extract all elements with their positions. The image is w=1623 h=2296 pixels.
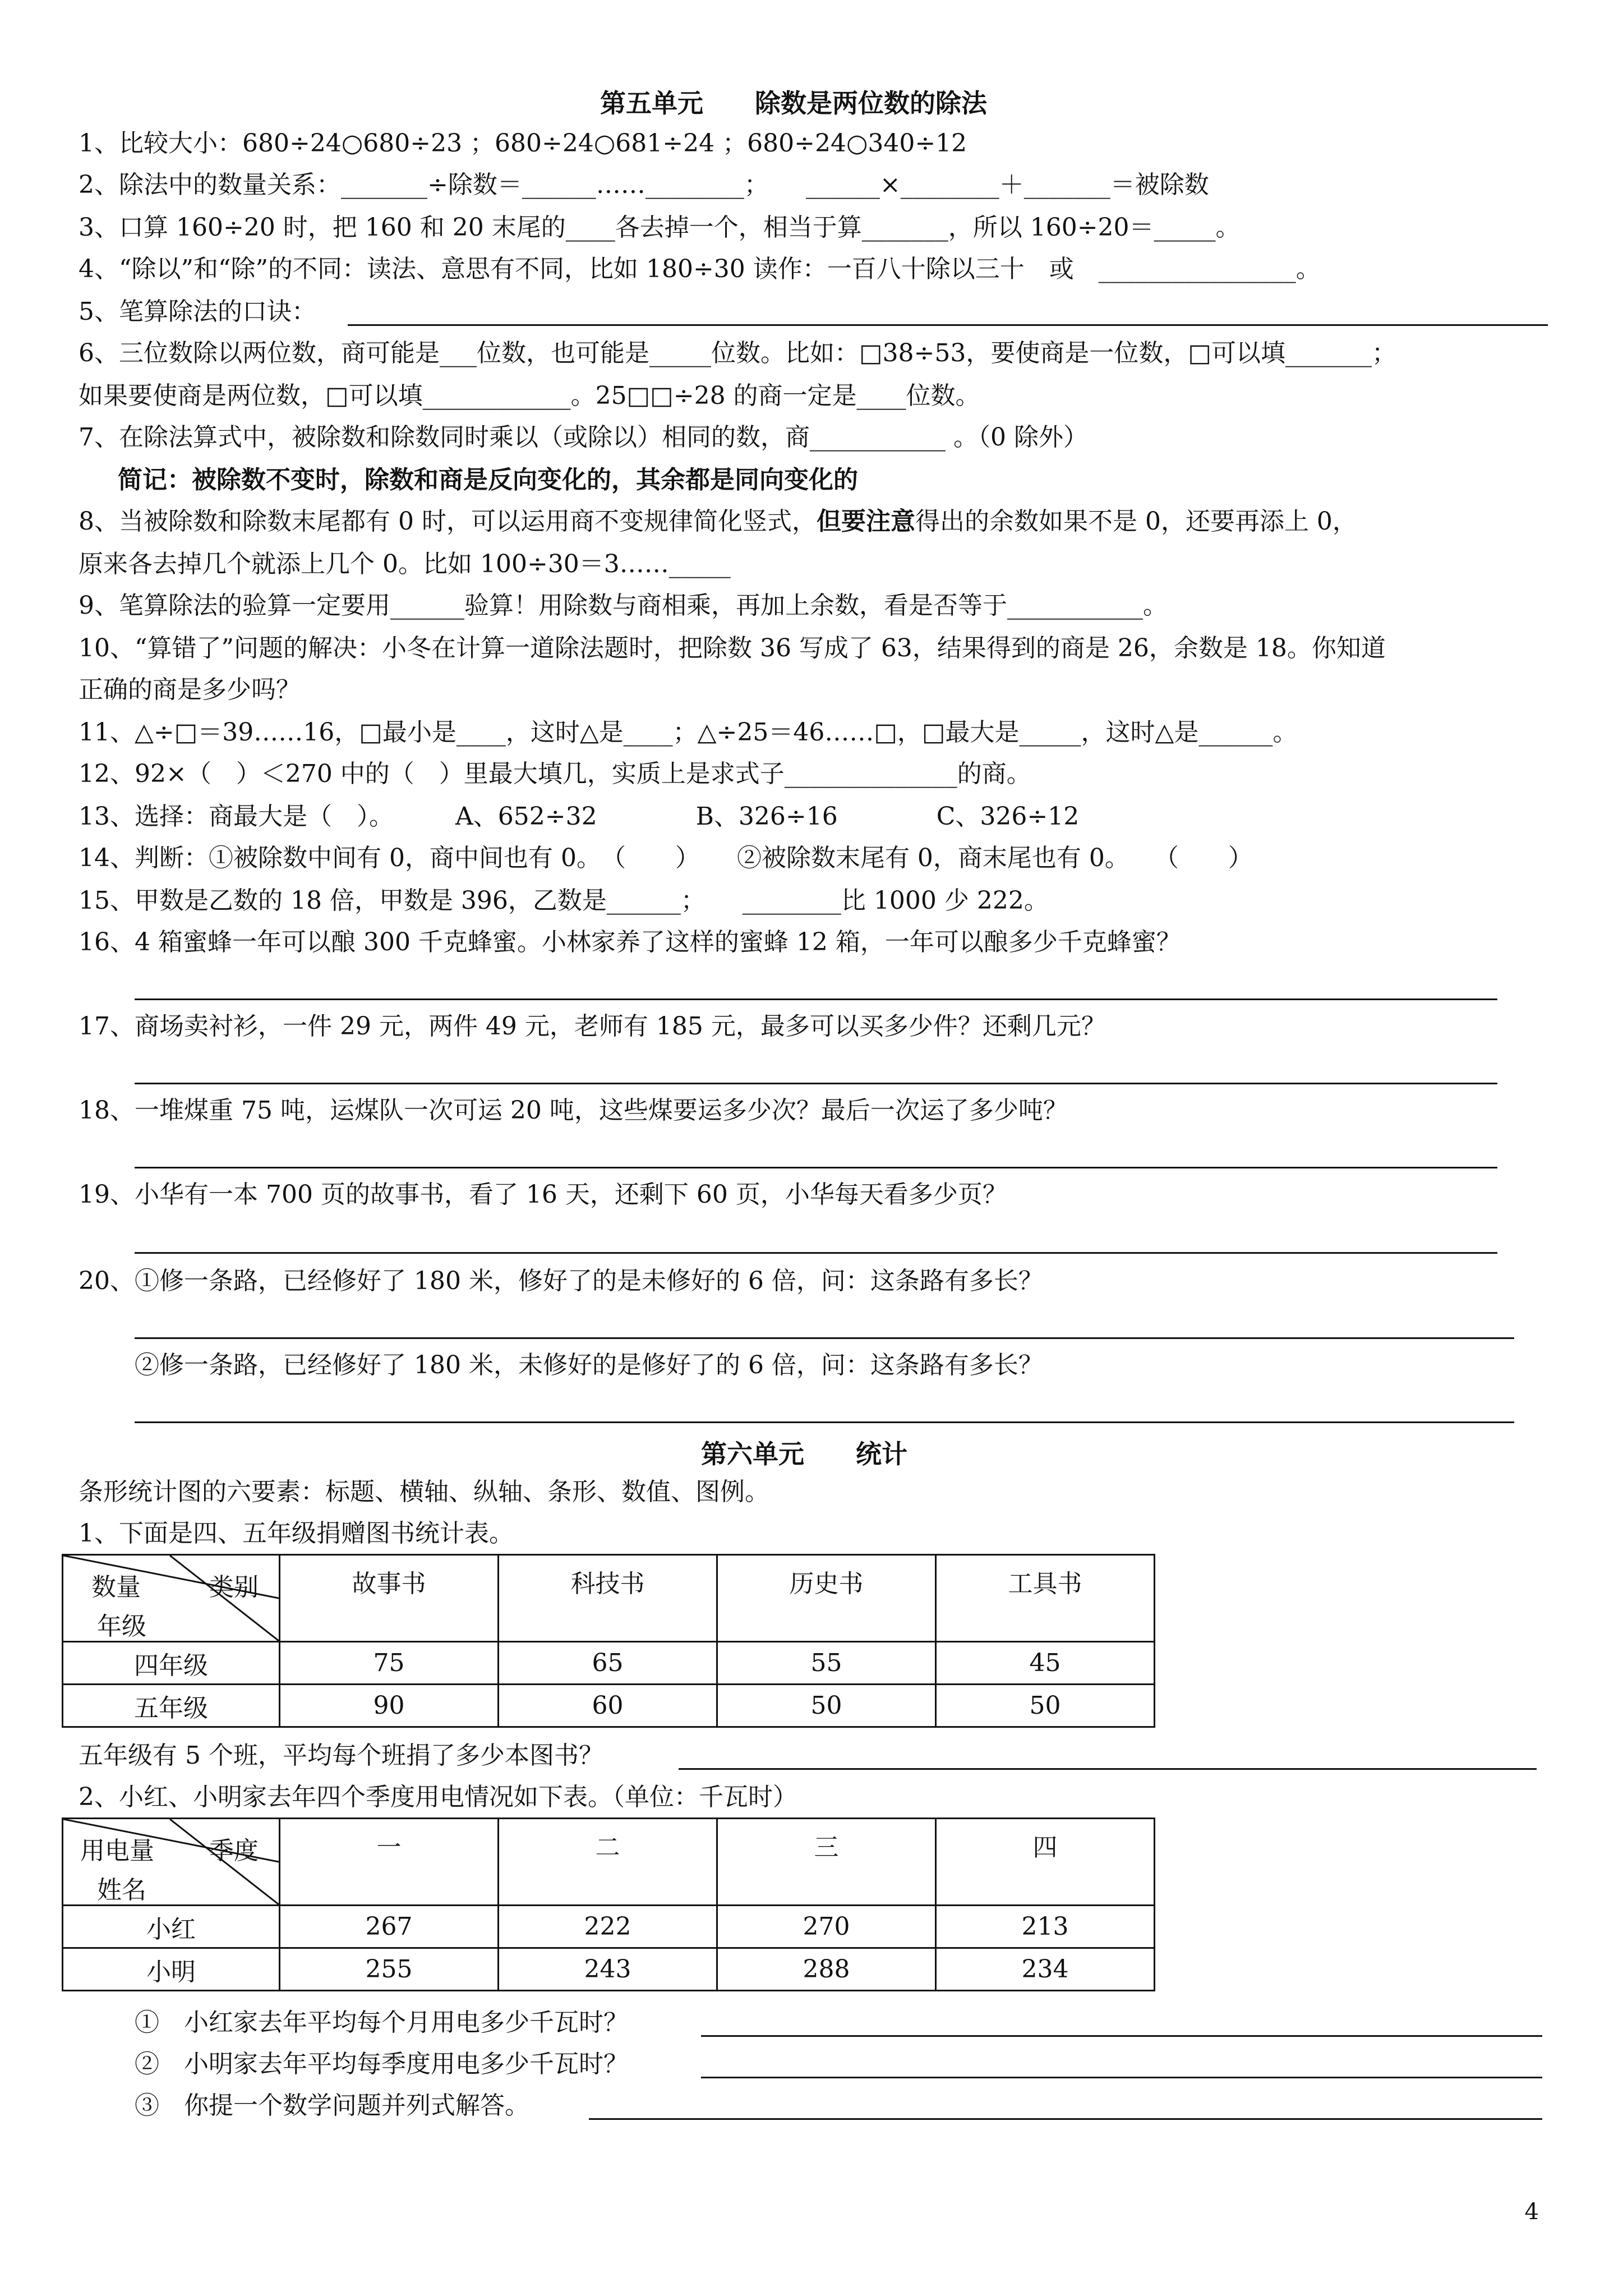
question-17: 17、商场卖衬衫，一件 29 元，两件 49 元，老师有 185 元，最多可以买多少件？还剩几元？ [79, 1012, 1106, 1041]
table2-header-quarter: 季度 [209, 1837, 259, 1865]
table2-cell: 213 [936, 1906, 1155, 1948]
answer-line-q19 [135, 1252, 1497, 1254]
table1-cell: 65 [499, 1642, 717, 1685]
table1-col-header: 故事书 [280, 1555, 499, 1642]
question-4: 4、“除以”和“除”的不同：读法、意思有不同，比如 180÷30 读作：一百八十除以三十 或 ________________。 [79, 255, 1321, 283]
table-row [63, 1642, 1155, 1685]
table2-question-1: ① 小红家去年平均每个月用电多少千瓦时？ [135, 2008, 628, 2037]
table1-header-category: 类别 [209, 1573, 259, 1602]
table-electricity-usage [62, 1818, 1155, 1991]
table1-col-header: 历史书 [717, 1555, 936, 1642]
table2-cell: 267 [280, 1906, 499, 1948]
table2-col-header: 二 [499, 1819, 717, 1906]
table1-cell: 50 [717, 1685, 936, 1727]
answer-line-q5 [348, 324, 1548, 326]
table1-cell: 90 [280, 1685, 499, 1727]
question-2: 2、除法中的数量关系：_______÷除数＝______……________； ______×________＋_______＝被除数 [79, 171, 1209, 199]
table1-col-header: 工具书 [936, 1555, 1155, 1642]
question-9: 9、笔算除法的验算一定要用______验算！用除数与商相乘，再加上余数，看是否等于___________。 [79, 591, 1168, 620]
table2-cell: 243 [499, 1948, 717, 1991]
table1-question: 五年级有 5 个班，平均每个班捐了多少本图书？ [79, 1741, 603, 1770]
table2-row-label: 小红 [63, 1906, 280, 1948]
question-10-line1: 10、“算错了”问题的解决：小冬在计算一道除法题时，把除数 36 写成了 63，结果得到的商是 26，余数是 18。你知道 [79, 634, 1386, 662]
question-20-part2: ②修一条路，已经修好了 180 米，未修好的是修好了的 6 倍，问：这条路有多长？ [135, 1351, 1043, 1379]
answer-line-table2-q2 [701, 2077, 1542, 2078]
question-10-line2: 正确的商是多少吗？ [79, 675, 301, 704]
table1-row-label: 五年级 [63, 1685, 280, 1727]
table2-caption: 2、小红、小明家去年四个季度用电情况如下表。（单位：千瓦时） [79, 1783, 797, 1811]
page-number: 4 [1524, 2199, 1539, 2225]
question-12: 12、92×（ ）＜270 中的（ ）里最大填几，实质上是求式子______________的商。 [79, 760, 1031, 788]
question-13: 13、选择：商最大是（ ）。 A、652÷32 B、326÷16 C、326÷12 [79, 802, 1080, 831]
question-20-part1: 20、①修一条路，已经修好了 180 米，修好了的是未修好的 6 倍，问：这条路有多长？ [79, 1267, 1043, 1295]
question-11: 11、△÷□＝39……16，□最小是____，这时△是____；△÷25＝46……□，□最大是_____，这时△是______。 [79, 718, 1298, 747]
question-8-line2: 原来各去掉几个就添上几个 0。比如 100÷30＝3……_____ [79, 550, 731, 578]
question-6-line1: 6、三位数除以两位数，商可能是___位数，也可能是_____位数。比如：□38÷53，要使商是一位数，□可以填_______； [79, 339, 1396, 367]
table1-header-quantity: 数量 [91, 1573, 141, 1602]
table2-question-2: ② 小明家去年平均每季度用电多少千瓦时？ [135, 2050, 628, 2078]
question-15: 15、甲数是乙数的 18 倍，甲数是 396，乙数是______； ________比 1000 少 222。 [79, 886, 1049, 915]
table2-cell: 270 [717, 1906, 936, 1948]
question-8-text: 8、当被除数和除数末尾都有 0 时，可以运用商不变规律简化竖式， [79, 507, 817, 536]
table2-row-label: 小明 [63, 1948, 280, 1991]
table-row [63, 1685, 1155, 1727]
table1-cell: 45 [936, 1642, 1155, 1685]
table1-caption: 1、下面是四、五年级捐赠图书统计表。 [79, 1519, 514, 1548]
table1-cell: 75 [280, 1642, 499, 1685]
question-6-line2: 如果要使商是两位数，□可以填____________。25□□÷28 的商一定是____位数。 [79, 381, 980, 410]
table2-header-usage: 用电量 [80, 1837, 154, 1865]
unit5-title: 第五单元 除数是两位数的除法 [600, 88, 987, 118]
answer-line-q20-part1 [135, 1337, 1514, 1339]
table1-cell: 55 [717, 1642, 936, 1685]
table-book-donations [62, 1554, 1155, 1728]
table1-diagonal-header [63, 1555, 280, 1642]
question-8-emphasis: 但要注意 [816, 507, 915, 536]
question-16: 16、4 箱蜜蜂一年可以酿 300 千克蜂蜜。小林家养了这样的蜜蜂 12 箱，一年可以酿多少千克蜂蜜？ [79, 928, 1181, 956]
table-row [63, 1906, 1155, 1948]
question-19: 19、小华有一本 700 页的故事书，看了 16 天，还剩下 60 页，小华每天看多少页？ [79, 1180, 1007, 1209]
question-7: 7、在除法算式中，被除数和除数同时乘以（或除以）相同的数，商___________ 。（0 除外） [79, 423, 1088, 452]
question-14: 14、判断：①被除数中间有 0，商中间也有 0。 （ ） ②被除数末尾有 0，商末尾也有 0。 （ ） [79, 844, 1253, 872]
question-3: 3、口算 160÷20 时，把 160 和 20 末尾的____各去掉一个，相当于算_______，所以 160÷20＝_____。 [79, 213, 1241, 242]
table1-cell: 50 [936, 1685, 1155, 1727]
table2-question-3: ③ 你提一个数学问题并列式解答。 [135, 2091, 529, 2120]
answer-line-table2-q1 [701, 2035, 1542, 2037]
table1-header-grade: 年级 [97, 1612, 146, 1641]
answer-line-table2-q3 [589, 2118, 1542, 2120]
table-row [63, 1948, 1155, 1991]
table2-cell: 234 [936, 1948, 1155, 1991]
question-18: 18、一堆煤重 75 吨，运煤队一次可运 20 吨，这些煤要运多少次？最后一次运了多少吨？ [79, 1096, 1068, 1125]
answer-line-q20-part2 [135, 1421, 1514, 1423]
table2-cell: 255 [280, 1948, 499, 1991]
table1-cell: 60 [499, 1685, 717, 1727]
question-8-text-post: 得出的余数如果不是 0，还要再添上 0， [915, 507, 1357, 536]
bar-chart-elements-note: 条形统计图的六要素：标题、横轴、纵轴、条形、数值、图例。 [79, 1478, 769, 1506]
table2-col-header: 四 [936, 1819, 1155, 1906]
answer-line-q17 [135, 1083, 1497, 1084]
answer-line-table1 [679, 1768, 1537, 1770]
question-1: 1、比较大小：680÷24○680÷23 ；680÷24○681÷24 ；680÷24○340÷12 [79, 129, 967, 158]
memo-note: 简记：被除数不变时，除数和商是反向变化的，其余都是同向变化的 [118, 466, 858, 494]
question-8-line1 [79, 505, 1357, 539]
table2-header-name: 姓名 [97, 1876, 146, 1904]
table2-cell: 222 [499, 1906, 717, 1948]
question-5: 5、笔算除法的口诀： [79, 297, 316, 326]
unit6-title: 第六单元 统计 [701, 1439, 907, 1469]
answer-line-q18 [135, 1167, 1497, 1168]
table1-col-header: 科技书 [499, 1555, 717, 1642]
answer-line-q16 [135, 999, 1497, 1000]
table2-diagonal-header [63, 1819, 280, 1906]
table2-col-header: 三 [717, 1819, 936, 1906]
table2-cell: 288 [717, 1948, 936, 1991]
table2-col-header: 一 [280, 1819, 499, 1906]
table1-row-label: 四年级 [63, 1642, 280, 1685]
